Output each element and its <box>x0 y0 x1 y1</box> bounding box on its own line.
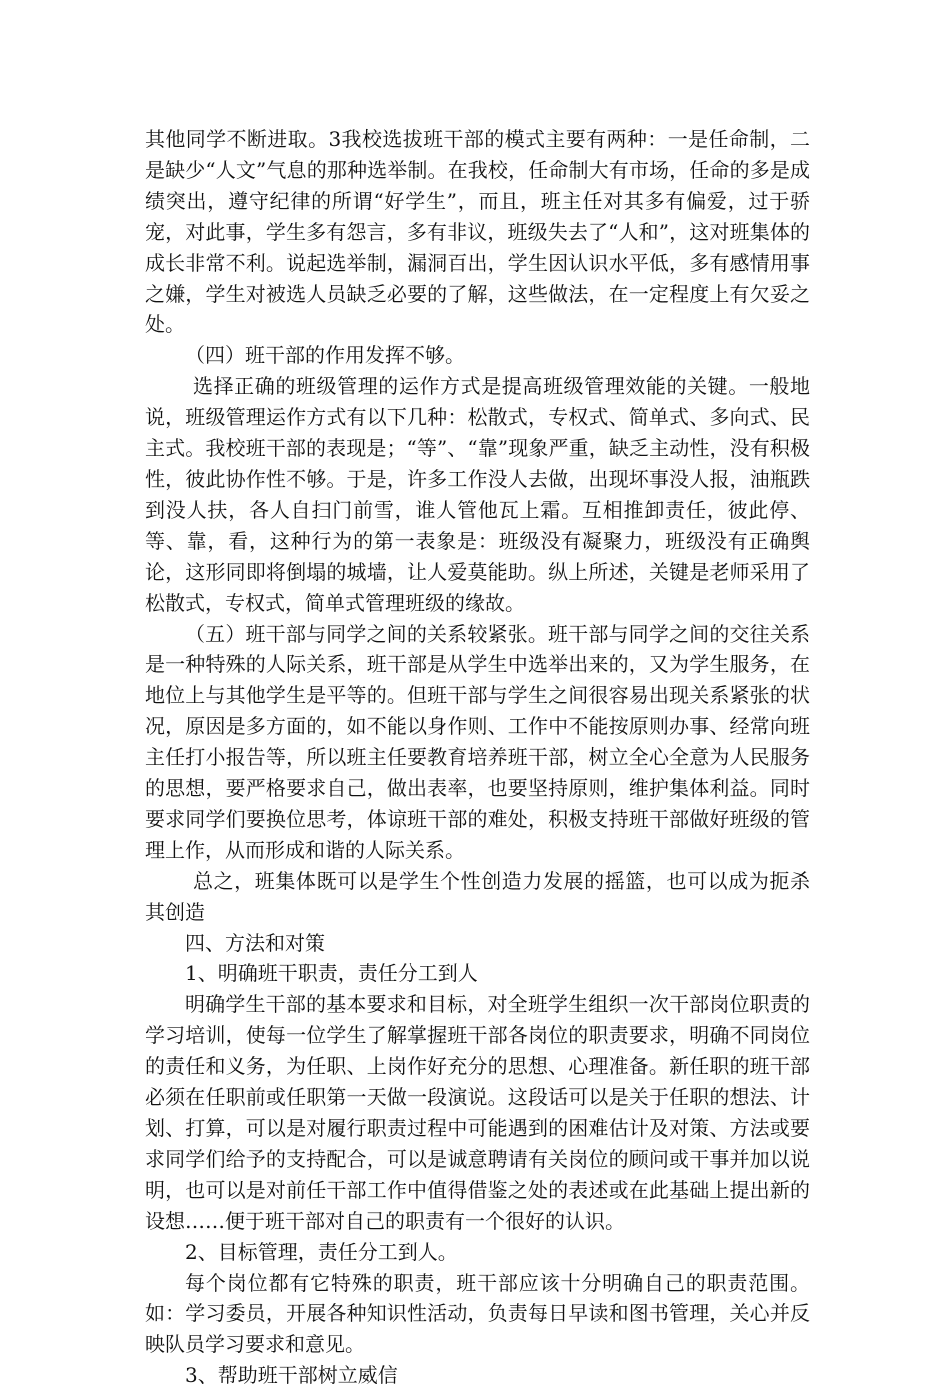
paragraph-section-5: （五）班干部与同学之间的关系较紧张。班干部与同学之间的交往关系是一种特殊的人际关系，班干部是从学生中选举出来的，又为学生服务，在地位上与其他学生是平等的。但班干部与学生之间很容易出现关系紧张的状况，原因是多方面的，如不能以身作则、工作中不能按原则办事、经常向班主任打小报告等，所以班主任要教育培养班干部，树立全心全意为人民服务的思想，要严格要求自己，做出表率，也要坚持原则，维护集体利益。同时要求同学们要换位思考，体谅班干部的难处，积极支持班干部做好班级的管理上作，从而形成和谐的人际关系。 <box>145 621 810 862</box>
paragraph-method-2: 每个岗位都有它特殊的职责，班干部应该十分明确自己的职责范围。如：学习委员，开展各种知识性活动，负责每日早读和图书管理，关心并反映队员学习要求和意见。 <box>145 1270 810 1357</box>
subheading-method-2: 2、目标管理，责任分工到人。 <box>185 1239 458 1264</box>
heading-methods: 四、方法和对策 <box>185 930 325 955</box>
paragraph-summary: 总之，班集体既可以是学生个性创造力发展的摇篮，也可以成为扼杀其创造 <box>145 868 810 924</box>
subheading-section-4: （四）班干部的作用发挥不够。 <box>185 343 465 368</box>
paragraph-management-modes: 选择正确的班级管理的运作方式是提高班级管理效能的关键。一般地说，班级管理运作方式有以下几种：松散式，专权式、简单式、多向式、民主式。我校班干部的表现是；“等”、“靠”现象严重，缺乏主动性，没有积极性，彼此协作性不够。于是，许多工作没人去做，出现坏事没人报，油瓶跌到没人扶，各人自扫门前雪，谁人管他瓦上霜。互相推卸责任，彼此停、等、靠，看，这种行为的第一表象是：班级没有凝聚力，班级没有正确舆论，这形同即将倒塌的城墙，让人爱莫能助。纵上所述，关键是老师采用了松散式，专权式，简单式管理班级的缘故。 <box>145 374 810 615</box>
paragraph-selection-modes: 其他同学不断进取。3我校选拔班干部的模式主要有两种：一是任命制，二是缺少“人文”气息的那种选举制。在我校，任命制大有市场，任命的多是成绩突出，遵守纪律的所谓“好学生”，而且，班主任对其多有偏爱，过于骄宠，对此事，学生多有怨言，多有非议，班级失去了“人和”，这对班集体的成长非常不利。说起选举制，漏洞百出，学生因认识水平低，多有感情用事之嫌，学生对被选人员缺乏必要的了解，这些做法，在一定程度上有欠妥之处。 <box>145 127 810 337</box>
subheading-method-3: 3、帮助班干部树立威信 <box>185 1363 398 1388</box>
subheading-method-1: 1、明确班干职责，责任分工到人 <box>185 961 478 986</box>
paragraph-method-1: 明确学生干部的基本要求和目标，对全班学生组织一次干部岗位职责的学习培训，使每一位学生了解掌握班干部各岗位的职责要求，明确不同岗位的责任和义务，为任职、上岗作好充分的思想、心理准备。新任职的班干部必须在任职前或任职第一天做一段演说。这段话可以是关于任职的想法、计划、打算，可以是对履行职责过程中可能遇到的困难估计及对策、方法或要求同学们给予的支持配合，可以是诚意聘请有关岗位的顾问或干事并加以说明，也可以是对前任干部工作中值得借鉴之处的表述或在此基础上提出新的设想……便于班干部对自己的职责有一个很好的认识。 <box>145 992 810 1233</box>
document-body <box>145 124 810 1391</box>
